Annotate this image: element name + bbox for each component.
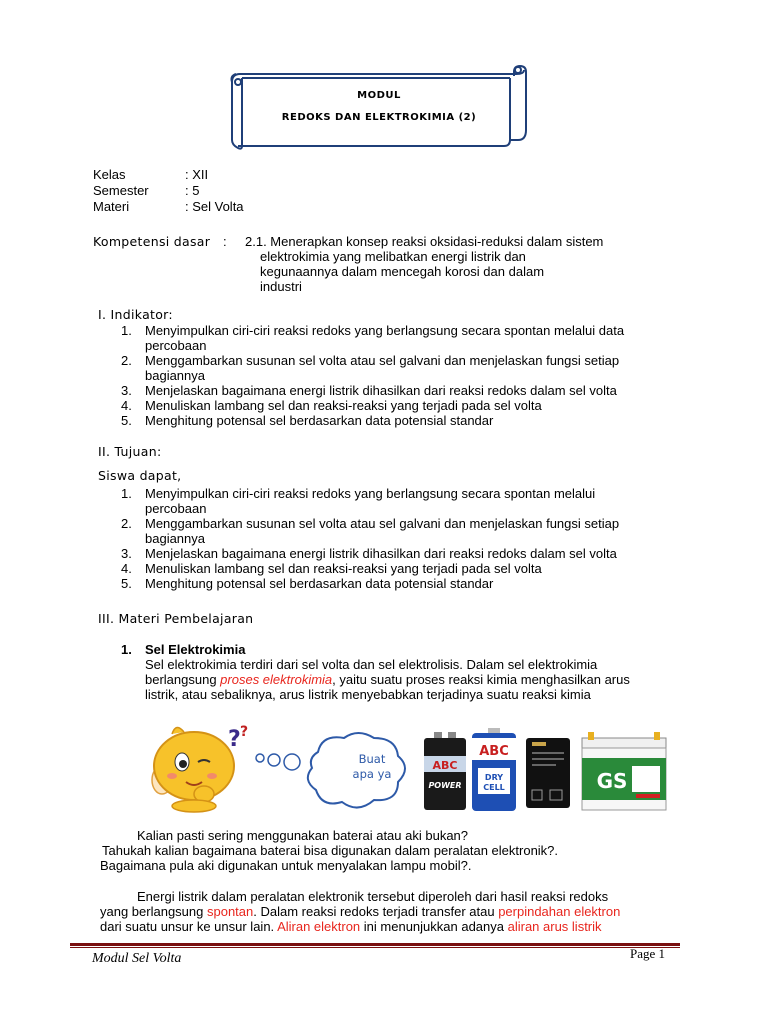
highlight-perpindahan-elektron: perpindahan elektron xyxy=(498,904,621,919)
list-item: 4. Menuliskan lambang sel dan reaksi-reaksi yang terjadi pada sel volta xyxy=(121,398,542,413)
battery-label-dry: DRY xyxy=(484,773,504,782)
kd-line: 2.1. Menerapkan konsep reaksi oksidasi-reduksi dalam sistem xyxy=(245,234,604,249)
illustration-strip xyxy=(142,714,672,820)
kd-line: kegunaannya dalam mencegah korosi dan dalam xyxy=(260,264,545,279)
svg-text:?: ? xyxy=(228,727,241,752)
questions-block xyxy=(100,828,700,873)
list-item: 2. Menggambarkan susunan sel volta atau sel galvani dan menjelaskan fungsi setiap bagiannya xyxy=(121,353,620,383)
scroll-banner-shape xyxy=(226,62,532,150)
highlight-aliran-elektron: Aliran elektron xyxy=(277,919,361,934)
battery-d-cell-image xyxy=(470,728,518,814)
footer-module-name: Modul Sel Volta xyxy=(92,951,182,966)
kd-line: industri xyxy=(260,279,302,294)
highlight-aliran-arus-listrik: aliran arus listrik xyxy=(507,919,602,934)
energi-paragraph: Energi listrik dalam peralatan elektronik tersebut diperoleh dari hasil reaksi redoks yang berlangsung spontan. Dalam reaksi redoks terjadi transfer atau perpindahan elektron dari suatu unsur ke unsur lain. Aliran elektron ini menunjukkan adanya aliran arus listrik xyxy=(100,889,621,934)
subsection-title: Sel Elektrokimia xyxy=(145,642,246,657)
list-item: 2. Menggambarkan susunan sel volta atau sel galvani dan menjelaskan fungsi setiap bagiannya xyxy=(121,516,620,546)
info-label-semester: Semester xyxy=(93,183,149,198)
footer-rule-thin xyxy=(70,947,680,948)
list-item: 1. Menyimpulkan ciri-ciri reaksi redoks yang berlangsung secara spontan melalui data percobaan xyxy=(121,323,625,353)
indikator-list xyxy=(121,323,681,428)
thought-bubble-text: Buat apa ya xyxy=(352,752,392,781)
kd-colon: : xyxy=(223,234,227,249)
list-item: 4. Menuliskan lambang sel dan reaksi-reaksi yang terjadi pada sel volta xyxy=(121,561,542,576)
info-block xyxy=(93,167,393,215)
question-line: Tahukah kalian bagaimana baterai bisa digunakan dalam peralatan elektronik?. xyxy=(102,843,559,858)
module-label: MODUL xyxy=(357,90,401,101)
tujuan-heading: II. Tujuan: xyxy=(98,444,162,459)
footer-rule xyxy=(70,943,680,946)
highlight-spontan: spontan xyxy=(206,904,254,919)
info-value-semester: : 5 xyxy=(185,183,200,198)
battery-9v-image xyxy=(422,730,468,812)
battery-label-abc: ABC xyxy=(432,759,458,772)
materi-paragraph: Sel elektrokimia terdiri dari sel volta dan sel elektrolisis. Dalam sel elektrokimia berlangsung proses elektrokimia, yaitu suatu proses reaksi kimia menghasilkan arus listrik, atau sebaliknya, arus listrik menyebabkan terjadinya suatu reaksi kimia xyxy=(145,657,630,702)
battery-label-power: POWER xyxy=(428,781,462,790)
kd-line: elektrokimia yang melibatkan energi listrik dan xyxy=(260,249,526,264)
svg-text:?: ? xyxy=(240,724,249,740)
info-value-kelas: : XII xyxy=(185,167,209,182)
thinking-character-image xyxy=(142,714,250,814)
tujuan-list xyxy=(121,486,681,591)
title-scroll xyxy=(226,62,532,150)
phone-battery-image xyxy=(524,736,572,810)
tujuan-intro: Siswa dapat, xyxy=(98,468,182,483)
info-label-kelas: Kelas xyxy=(93,167,126,182)
page-number: Page 1 xyxy=(630,946,666,961)
list-item: 5. Menghitung potensal sel berdasarkan data potensial standar xyxy=(121,576,494,591)
kompetensi-dasar xyxy=(93,234,693,294)
question-line: Bagaimana pula aki digunakan untuk menyalakan lampu mobil?. xyxy=(100,858,472,873)
info-label-materi: Materi xyxy=(93,199,130,214)
battery-label-cell: CELL xyxy=(483,783,505,792)
kd-label: Kompetensi dasar xyxy=(93,234,211,249)
module-title: REDOKS DAN ELEKTROKIMIA (2) xyxy=(281,112,477,123)
question-line: Kalian pasti sering menggunakan baterai atau aki bukan? xyxy=(137,828,469,843)
list-item: 3. Menjelaskan bagaimana energi listrik dihasilkan dari reaksi redoks dalam sel volta xyxy=(121,546,617,561)
materi-heading: III. Materi Pembelajaran xyxy=(98,611,254,626)
indikator-heading: I. Indikator: xyxy=(98,307,173,322)
info-value-materi: : Sel Volta xyxy=(185,199,244,214)
battery-label-gs: GS xyxy=(596,769,628,793)
car-battery-image xyxy=(578,732,670,812)
subsection-number: 1. xyxy=(121,642,132,657)
list-item: 3. Menjelaskan bagaimana energi listrik dihasilkan dari reaksi redoks dalam sel volta xyxy=(121,383,617,398)
list-item: 5. Menghitung potensal sel berdasarkan data potensial standar xyxy=(121,413,494,428)
highlight-proses-elektrokimia: proses elektrokimia xyxy=(220,672,333,687)
battery-label-abc-2: ABC xyxy=(479,744,509,759)
list-item: 1. Menyimpulkan ciri-ciri reaksi redoks yang berlangsung secara spontan melalui percobaan xyxy=(121,486,596,516)
materi-subsection xyxy=(121,642,681,702)
